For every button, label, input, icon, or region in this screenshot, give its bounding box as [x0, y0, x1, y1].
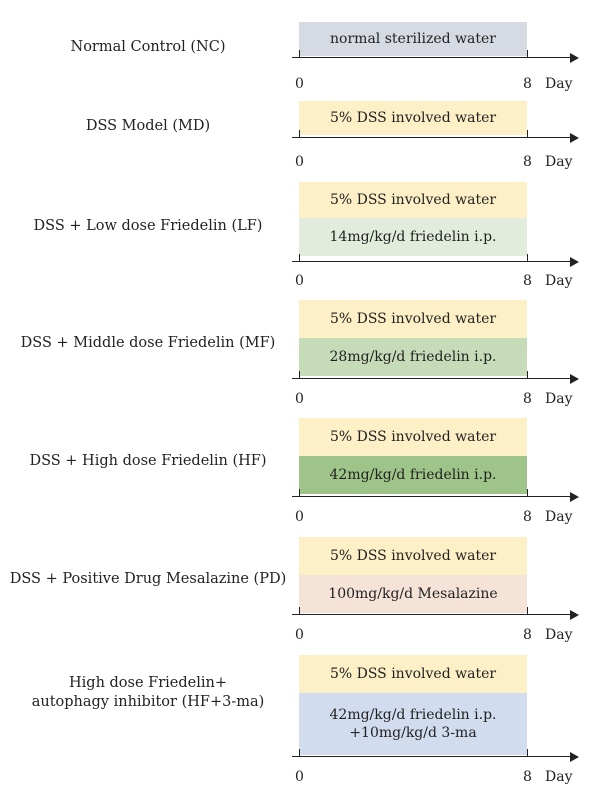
- tick-label-end: 8: [523, 391, 532, 407]
- treatment-bar-line: 5% DSS involved water: [329, 110, 497, 126]
- treatment-bar-line: 5% DSS involved water: [329, 548, 497, 564]
- axis-unit-label: Day: [545, 154, 573, 170]
- treatment-bar-label: [330, 109, 496, 127]
- tick-end: [527, 749, 528, 757]
- tick-label-end: 8: [523, 769, 532, 785]
- timeline-axis: [292, 57, 572, 58]
- group-label: [8, 38, 288, 57]
- treatment-bar: [299, 537, 527, 575]
- group-label-line: High dose Friedelin+: [69, 675, 227, 691]
- timeline-axis: [292, 614, 572, 615]
- tick-label-start: 0: [295, 769, 304, 785]
- axis-unit-label: Day: [545, 273, 573, 289]
- tick-end: [527, 130, 528, 138]
- treatment-bar: [299, 418, 527, 456]
- group-label: [8, 117, 288, 136]
- treatment-bar-line: 100mg/kg/d Mesalazine: [328, 586, 498, 602]
- tick-label-end: 8: [523, 76, 532, 92]
- group-label-line: autophagy inhibitor (HF+3-ma): [31, 694, 265, 710]
- treatment-bar-line: 14mg/kg/d friedelin i.p.: [329, 229, 497, 245]
- treatment-bar-line: 42mg/kg/d friedelin i.p.: [329, 467, 497, 483]
- timeline-axis: [292, 756, 572, 757]
- treatment-bar-line: 5% DSS involved water: [329, 429, 497, 445]
- group-label-line: DSS + Middle dose Friedelin (MF): [20, 335, 276, 351]
- group-label: [8, 674, 288, 712]
- axis-unit-label: Day: [545, 769, 573, 785]
- tick-label-end: 8: [523, 627, 532, 643]
- tick-label-start: 0: [295, 154, 304, 170]
- treatment-bar: [299, 101, 527, 135]
- tick-label-end: 8: [523, 273, 532, 289]
- treatment-bar: [299, 300, 527, 338]
- axis-arrowhead: [570, 133, 579, 143]
- treatment-bar: [299, 575, 527, 613]
- treatment-bar-label: [330, 706, 497, 742]
- axis-unit-label: Day: [545, 627, 573, 643]
- treatment-bar-line: +10mg/kg/d 3-ma: [349, 725, 477, 741]
- axis-arrowhead: [570, 374, 579, 384]
- treatment-bar: [299, 182, 527, 218]
- tick-end: [527, 254, 528, 262]
- tick-start: [299, 489, 300, 497]
- tick-end: [527, 489, 528, 497]
- treatment-bar-label: [328, 585, 497, 603]
- axis-arrowhead: [570, 752, 579, 762]
- tick-label-start: 0: [295, 509, 304, 525]
- axis-unit-label: Day: [545, 509, 573, 525]
- tick-end: [527, 371, 528, 379]
- axis-arrowhead: [570, 492, 579, 502]
- treatment-bar: [299, 338, 527, 376]
- treatment-bar: [299, 22, 527, 56]
- treatment-bar-line: normal sterilized water: [330, 31, 496, 47]
- tick-end: [527, 50, 528, 58]
- treatment-bar-label: [330, 191, 496, 209]
- tick-start: [299, 50, 300, 58]
- treatment-bar-line: 5% DSS involved water: [329, 311, 497, 327]
- treatment-bar-label: [330, 428, 496, 446]
- treatment-bar-label: [330, 665, 496, 683]
- treatment-bar-line: 5% DSS involved water: [329, 192, 497, 208]
- treatment-bar-label: [330, 310, 496, 328]
- treatment-bar-line: 5% DSS involved water: [329, 666, 497, 682]
- tick-label-start: 0: [295, 627, 304, 643]
- tick-label-start: 0: [295, 391, 304, 407]
- group-label: [8, 570, 288, 589]
- group-label-line: DSS Model (MD): [85, 118, 211, 134]
- treatment-bar-line: 28mg/kg/d friedelin i.p.: [329, 349, 497, 365]
- tick-end: [527, 607, 528, 615]
- axis-unit-label: Day: [545, 391, 573, 407]
- treatment-bar-label: [330, 348, 497, 366]
- treatment-bar-label: [330, 466, 497, 484]
- treatment-bar-label: [330, 228, 497, 246]
- group-label: [8, 334, 288, 353]
- axis-unit-label: Day: [545, 76, 573, 92]
- tick-start: [299, 371, 300, 379]
- treatment-bar: [299, 693, 527, 755]
- axis-arrowhead: [570, 53, 579, 63]
- tick-label-start: 0: [295, 76, 304, 92]
- group-label: [8, 452, 288, 471]
- treatment-bar-label: [330, 30, 496, 48]
- group-label-line: DSS + Positive Drug Mesalazine (PD): [9, 571, 287, 587]
- treatment-bar: [299, 218, 527, 256]
- tick-start: [299, 749, 300, 757]
- treatment-bar-label: [330, 547, 496, 565]
- axis-arrowhead: [570, 610, 579, 620]
- tick-start: [299, 130, 300, 138]
- treatment-bar: [299, 655, 527, 693]
- timeline-axis: [292, 137, 572, 138]
- timeline-axis: [292, 496, 572, 497]
- timeline-axis: [292, 378, 572, 379]
- tick-label-end: 8: [523, 509, 532, 525]
- tick-label-end: 8: [523, 154, 532, 170]
- group-label-line: Normal Control (NC): [70, 39, 226, 55]
- treatment-bar-line: 42mg/kg/d friedelin i.p.: [329, 707, 497, 723]
- treatment-bar: [299, 456, 527, 494]
- group-label: [8, 217, 288, 236]
- axis-arrowhead: [570, 257, 579, 267]
- tick-label-start: 0: [295, 273, 304, 289]
- timeline-axis: [292, 261, 572, 262]
- group-label-line: DSS + Low dose Friedelin (LF): [33, 218, 263, 234]
- group-label-line: DSS + High dose Friedelin (HF): [29, 453, 267, 469]
- tick-start: [299, 254, 300, 262]
- tick-start: [299, 607, 300, 615]
